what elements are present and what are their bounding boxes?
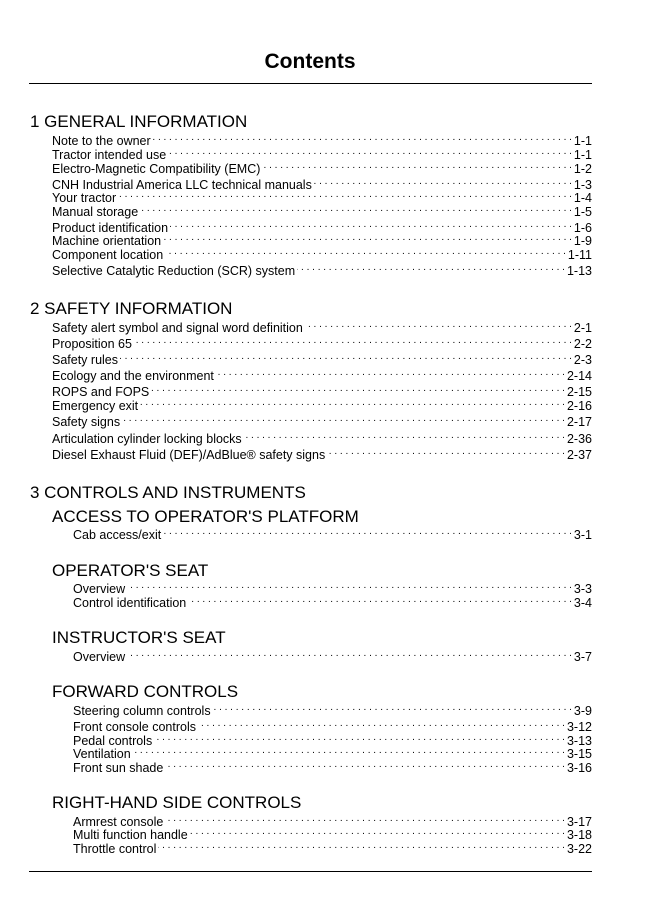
dot-leader [163, 524, 572, 539]
toc-entry-page: 3-16 [566, 761, 592, 775]
toc-entry-label: Selective Catalytic Reduction (SCR) system [52, 264, 296, 278]
dot-leader [244, 428, 565, 443]
toc-entry-label: Throttle control [73, 842, 157, 856]
toc-entry-page: 3-1 [573, 528, 592, 542]
toc-entry-label: Control identification [73, 596, 187, 610]
section-heading: OPERATOR'S SEAT [52, 561, 209, 580]
toc-entry[interactable] [73, 838, 592, 856]
chapter-heading: 3 CONTROLS AND INSTRUMENTS [30, 483, 306, 502]
toc-entry[interactable] [52, 365, 592, 383]
dot-leader [297, 260, 565, 275]
dot-leader [134, 333, 572, 348]
toc-entry-label: Safety signs [52, 415, 121, 429]
toc-entry-page: 3-7 [573, 650, 592, 664]
toc-entry-label: CNH Industrial America LLC technical manuals [52, 178, 312, 192]
toc-entry-page: 3-18 [566, 828, 592, 842]
toc-entry[interactable] [73, 700, 592, 718]
dot-leader [127, 578, 572, 593]
toc-entry[interactable] [52, 187, 592, 205]
toc-entry[interactable] [52, 395, 592, 413]
toc-entry-label: Machine orientation [52, 234, 162, 248]
section-heading: FORWARD CONTROLS [52, 682, 239, 701]
toc-entry-page: 3-9 [573, 704, 592, 718]
toc-entry-label: Note to the owner [52, 134, 151, 148]
toc-entry[interactable] [52, 411, 592, 429]
toc-entry-label: Steering column controls [73, 704, 211, 718]
toc-entry-label: Electro-Magnetic Compatibility (EMC) [52, 162, 261, 176]
dot-leader [216, 365, 565, 380]
toc-entry-label: Safety alert symbol and signal word definition [52, 321, 303, 335]
chapter-heading: 1 GENERAL INFORMATION [30, 112, 248, 131]
toc-entry-page: 2-14 [566, 369, 592, 383]
toc-entry-page: 2-1 [573, 321, 592, 335]
toc-entry-page: 1-4 [573, 191, 592, 205]
toc-entry-label: Front console controls [73, 720, 196, 734]
toc-entry[interactable] [52, 428, 592, 446]
toc-entry-label: Product identification [52, 221, 169, 235]
toc-entry-label: Your tractor [52, 191, 117, 205]
toc-entry[interactable] [73, 824, 592, 842]
toc-entry-label: Overview [73, 650, 126, 664]
toc-entry-page: 1-6 [573, 221, 592, 235]
dot-leader [122, 411, 565, 426]
section-heading: INSTRUCTOR'S SEAT [52, 628, 226, 647]
toc-entry-page: 3-15 [566, 747, 592, 761]
toc-entry-label: Diesel Exhaust Fluid (DEF)/AdBlue® safety signs [52, 448, 326, 462]
chapter-heading: 2 SAFETY INFORMATION [30, 299, 233, 318]
toc-entry[interactable] [73, 716, 592, 734]
toc-entry-page: 3-12 [566, 720, 592, 734]
toc-entry[interactable] [52, 260, 592, 278]
dot-leader [190, 824, 565, 839]
toc-entry[interactable] [73, 592, 592, 610]
toc-entry-page: 1-1 [573, 134, 592, 148]
toc-entry-page: 3-22 [566, 842, 592, 856]
toc-entry-page: 2-36 [566, 432, 592, 446]
dot-leader [151, 381, 565, 396]
toc-entry-page: 1-5 [573, 205, 592, 219]
toc-entry[interactable] [52, 349, 592, 367]
dot-leader [153, 130, 572, 145]
dot-leader [188, 592, 572, 607]
toc-entry-label: Manual storage [52, 205, 139, 219]
dot-leader [262, 158, 572, 173]
toc-entry-label: Overview [73, 582, 126, 596]
toc-entry-page: 2-3 [573, 353, 592, 367]
dot-leader [165, 244, 566, 259]
toc-entry-page: 2-37 [566, 448, 592, 462]
toc-entry-page: 1-2 [573, 162, 592, 176]
toc-entry-page: 2-16 [566, 399, 592, 413]
toc-entry-label: Safety rules [52, 353, 119, 367]
toc-entry-label: Tractor intended use [52, 148, 167, 162]
toc-entry-label: Component location [52, 248, 164, 262]
dot-leader [118, 187, 572, 202]
dot-leader [120, 349, 572, 364]
section-heading: RIGHT-HAND SIDE CONTROLS [52, 793, 302, 812]
toc-entry[interactable] [73, 578, 592, 596]
dot-leader [165, 757, 565, 772]
toc-entry-page: 1-13 [566, 264, 592, 278]
toc-entry-label: Cab access/exit [73, 528, 162, 542]
toc-entry-label: Front sun shade [73, 761, 164, 775]
toc-entry-label: Ecology and the environment [52, 369, 214, 383]
toc-entry-page: 2-17 [566, 415, 592, 429]
toc-entry-label: Articulation cylinder locking blocks [52, 432, 242, 446]
toc-entry-page: 1-9 [573, 234, 592, 248]
toc-entry-label: Emergency exit [52, 399, 139, 413]
toc-entry[interactable] [52, 158, 592, 176]
dot-leader [327, 444, 565, 459]
toc-entry[interactable] [73, 757, 592, 775]
toc-entry[interactable] [73, 743, 592, 761]
toc-entry[interactable] [52, 317, 592, 335]
toc-entry[interactable] [52, 333, 592, 351]
dot-leader [133, 743, 565, 758]
toc-entry-page: 2-2 [573, 337, 592, 351]
dot-leader [140, 201, 572, 216]
dot-leader [127, 646, 572, 661]
page-title: Contents [264, 50, 356, 73]
toc-entry-page: 1-3 [573, 178, 592, 192]
title-divider [29, 83, 592, 84]
toc-entry-page: 2-15 [566, 385, 592, 399]
dot-leader [198, 716, 565, 731]
toc-entry[interactable] [52, 130, 592, 148]
toc-entry[interactable] [52, 381, 592, 399]
toc-entry[interactable] [52, 244, 592, 262]
toc-entry[interactable] [52, 230, 592, 248]
toc-entry-page: 3-13 [566, 734, 592, 748]
dot-leader [163, 230, 572, 245]
section-heading: ACCESS TO OPERATOR'S PLATFORM [52, 507, 359, 526]
toc-entry-page: 3-3 [573, 582, 592, 596]
toc-entry-page: 1-11 [567, 248, 592, 262]
toc-entry-page: 3-17 [566, 815, 592, 829]
dot-leader [168, 144, 572, 159]
dot-leader [305, 317, 572, 332]
toc-entry-label: ROPS and FOPS [52, 385, 150, 399]
toc-entry-label: Pedal controls [73, 734, 153, 748]
toc-entry-page: 3-4 [573, 596, 592, 610]
toc-entry[interactable] [52, 201, 592, 219]
dot-leader [158, 838, 565, 853]
toc-entry[interactable] [73, 646, 592, 664]
toc-entry-label: Proposition 65 [52, 337, 132, 351]
toc-entry[interactable] [52, 144, 592, 162]
dot-leader [213, 700, 572, 715]
toc-entry[interactable] [73, 524, 592, 542]
toc-entry-page: 1-1 [573, 148, 592, 162]
toc-entry-label: Armrest console [73, 815, 164, 829]
footer-divider [29, 871, 592, 872]
toc-entry-label: Multi function handle [73, 828, 188, 842]
dot-leader [140, 395, 565, 410]
toc-entry-label: Ventilation [73, 747, 131, 761]
toc-entry[interactable] [52, 444, 592, 462]
